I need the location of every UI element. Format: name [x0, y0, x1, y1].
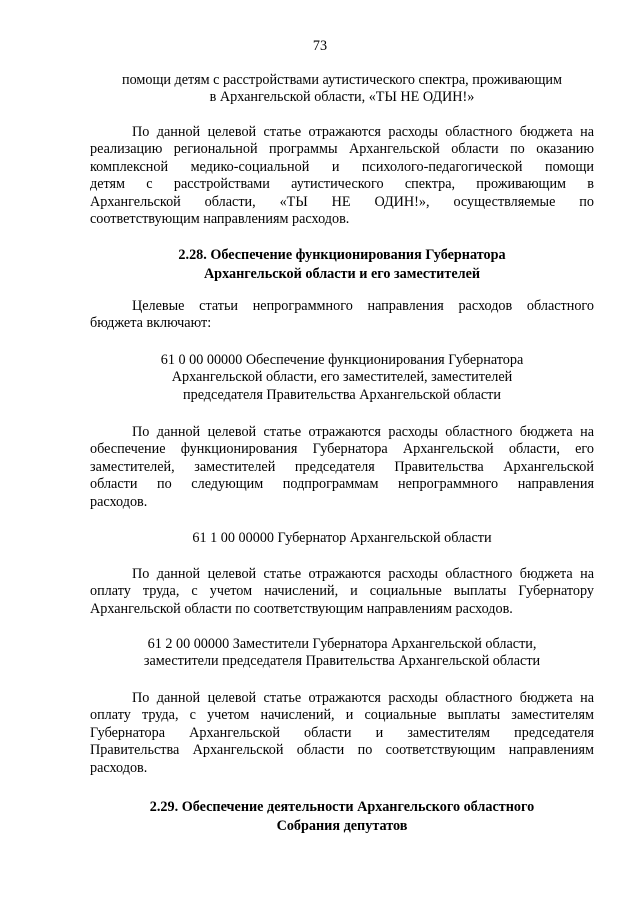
budget-code-61-1	[90, 530, 594, 547]
paragraph-line: Архангельской области, «ТЫ НЕ ОДИН!», осуществляемые по	[90, 193, 594, 210]
paragraph-line: обеспечение функционирования Губернатора Архангельской области, его	[90, 441, 594, 458]
code-line: председателя Правительства Архангельской области	[183, 386, 501, 403]
paragraph-line: детям с расстройствами аутистического спектра, проживающим в	[90, 176, 594, 193]
paragraph-line: Губернатора Архангельской области и заместителям председателя	[90, 724, 594, 741]
code-line: заместители председателя Правительства Архангельской области	[143, 653, 541, 670]
budget-code-61-2	[90, 636, 594, 671]
heading-line: 2.28. Обеспечение функционирования Губернатора	[178, 247, 506, 263]
paragraph-line: области по следующим подпрограммам непрограммного направления	[90, 476, 594, 493]
paragraph-line: Правительства Архангельской области по соответствующим направлениям	[90, 742, 594, 759]
code-line: 61 0 00 00000 Обеспечение функционирования Губернатора	[160, 352, 524, 368]
paragraph-target-articles	[90, 298, 594, 333]
budget-code-61-0	[90, 352, 594, 404]
paragraph-line: заместителей, заместителей председателя Правительства Архангельской	[90, 458, 594, 475]
paragraph-line: По данной целевой статье отражаются расходы областного бюджета на	[132, 566, 594, 582]
paragraph-line: бюджета включают:	[90, 315, 212, 332]
paragraph-line: Целевые статьи непрограммного направления расходов областного	[132, 298, 594, 314]
paragraph-line: По данной целевой статье отражаются расходы областного бюджета на	[132, 124, 594, 140]
heading-line: Архангельской области и его заместителей	[203, 266, 481, 282]
paragraph-deputies-pay	[90, 690, 594, 777]
paragraph-line: реализацию региональной программы Архангельской области по оказанию	[90, 141, 594, 158]
paragraph-autism-program	[90, 124, 594, 228]
intro-heading-continuation	[90, 72, 594, 107]
paragraph-line: соответствующим направлениям расходов.	[90, 211, 350, 228]
code-line: 61 2 00 00000 Заместители Губернатора Архангельской области,	[147, 636, 537, 652]
code-line: 61 1 00 00000 Губернатор Архангельской области	[192, 530, 492, 546]
paragraph-line: расходов.	[90, 759, 148, 776]
paragraph-line: Архангельской области по соответствующим направлениям расходов.	[90, 600, 513, 617]
paragraph-governor-functioning	[90, 424, 594, 511]
intro-line: помощи детям с расстройствами аутистического спектра, проживающим	[121, 72, 563, 88]
section-heading-2-29	[90, 798, 594, 836]
paragraph-line: комплексной медико-социальной и психолого-педагогической помощи	[90, 158, 594, 175]
heading-line: 2.29. Обеспечение деятельности Архангельского областного	[149, 799, 535, 815]
paragraph-line: расходов.	[90, 493, 148, 510]
page-number: 73	[312, 38, 328, 54]
heading-line: Собрания депутатов	[276, 818, 408, 834]
paragraph-governor-pay	[90, 566, 594, 618]
paragraph-line: По данной целевой статье отражаются расходы областного бюджета на	[132, 424, 594, 440]
intro-line: в Архангельской области, «ТЫ НЕ ОДИН!»	[209, 89, 475, 106]
paragraph-line: По данной целевой статье отражаются расходы областного бюджета на	[132, 690, 594, 706]
code-line: Архангельской области, его заместителей, заместителей	[171, 369, 513, 386]
paragraph-line: оплату труда, с учетом начислений, и социальные выплаты заместителям	[90, 707, 594, 724]
paragraph-line: оплату труда, с учетом начислений, и социальные выплаты Губернатору	[90, 583, 594, 600]
section-heading-2-28	[90, 246, 594, 284]
